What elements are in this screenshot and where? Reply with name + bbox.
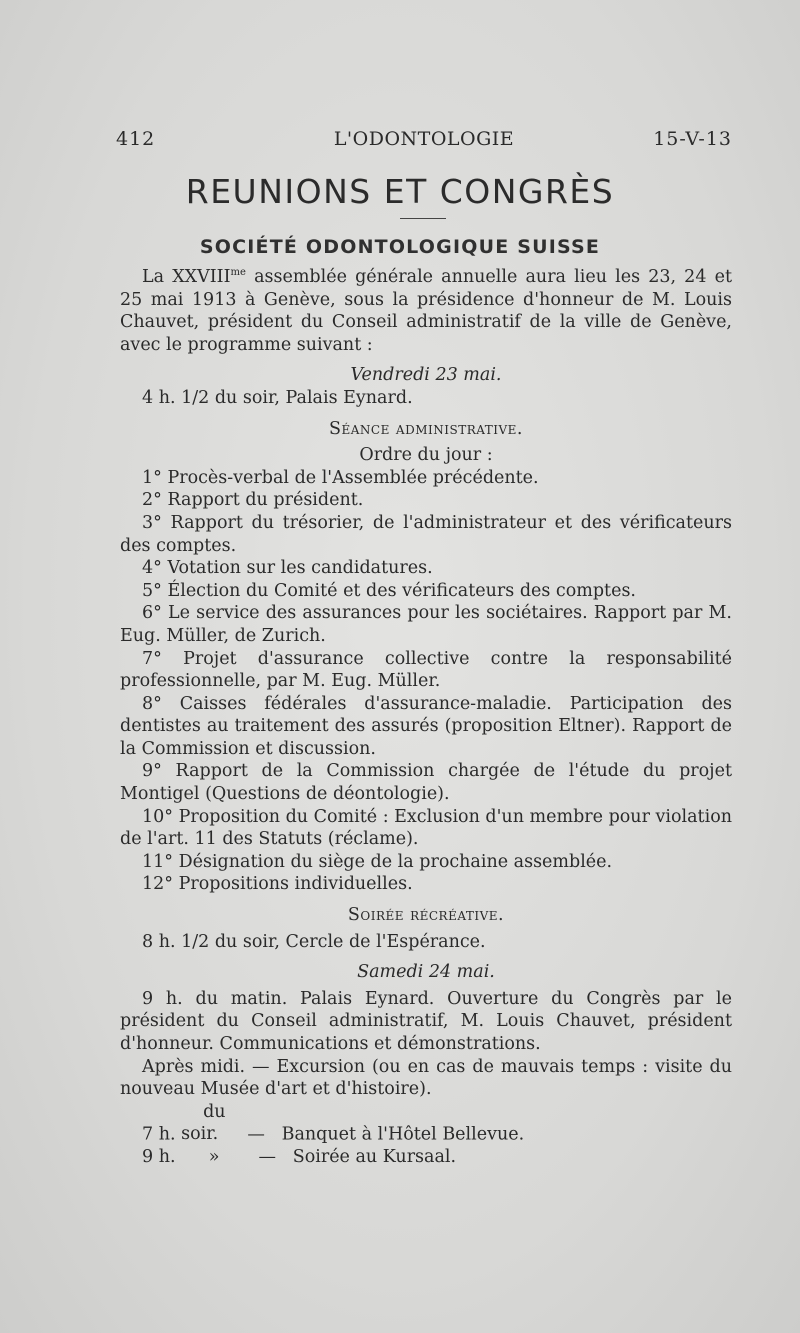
schedule-row [120,1146,732,1169]
society-title: SOCIÉTÉ ODONTOLOGIQUE SUISSE [199,236,601,258]
day1-time: 4 h. 1/2 du soir, Palais Eynard. [142,387,413,408]
title-rule [400,218,446,219]
agenda-item: 12° Propositions individuelles. [142,874,413,895]
page-number: 412 [116,128,156,150]
agenda-item: 4° Votation sur les candidatures. [142,558,433,579]
agenda-item: 7° Projet d'assurance collective contre la responsabilité professionnelle, par M. Eug. Müller. [120,648,732,692]
day1-heading: Vendredi 23 mai. [350,365,502,386]
schedule-event: Banquet à l'Hôtel Bellevue. [281,1124,525,1145]
schedule-dash: — [258,1146,276,1167]
agenda-item: 9° Rapport de la Commission chargée de l'étude du projet Montigel (Questions de déontologie). [120,761,732,805]
session-title: Séance administrative. [329,418,523,439]
agenda-item: 5° Élection du Comité et des vérificateurs des comptes. [142,580,636,601]
intro-superscript: me [230,267,246,279]
day2-paragraph: Après midi. — Excursion (ou en cas de mauvais temps : visite du nouveau Musée d'art et d'histoire). [120,1056,732,1100]
agenda-item: 10° Proposition du Comité : Exclusion d'un membre pour violation de l'art. 11 des Statuts (réclame). [120,806,732,850]
intro-part1: La XXVIII [142,267,231,287]
agenda-item: 6° Le service des assurances pour les sociétaires. Rapport par M. Eug. Müller, de Zurich. [120,603,732,646]
article-body [120,266,732,1169]
agenda-title: Ordre du jour : [359,445,493,466]
day2-paragraph: 9 h. du matin. Palais Eynard. Ouverture du Congrès par le président du Conseil administratif, M. Louis Chauvet, président d'honneur. Communications et démonstrations. [120,988,732,1054]
agenda-item: 2° Rapport du président. [142,490,364,511]
evening-time: 8 h. 1/2 du soir, Cercle de l'Espérance. [142,931,486,952]
section-title: REUNIONS ET CONGRÈS [185,172,615,211]
agenda-item: 8° Caisses fédérales d'assurance-maladie. Participation des dentistes au traitement des assurés (proposition Eltner). Rapport de la Commission et discussion. [120,693,732,759]
journal-title: L'ODONTOLOGIE [333,128,515,150]
schedule-when: du soir. [181,1101,226,1145]
evening-title: Soirée récréative. [347,905,505,926]
agenda-item: 3° Rapport du trésorier, de l'administrateur et des vérificateurs des comptes. [120,512,732,556]
schedule-time: 9 h. [142,1146,176,1167]
agenda-item: 11° Désignation du siège de la prochaine assemblée. [142,851,613,872]
schedule-when: » [208,1146,220,1167]
intro-part2: assemblée générale annuelle aura lieu les 23, 24 et 25 mai 1913 à Genève, sous la présidence d'honneur de M. Louis Chauvet, président du Conseil administratif de la ville de Genève, avec le programme suivant : [120,267,732,355]
schedule-dash: — [247,1124,265,1145]
agenda-item: 1° Procès-verbal de l'Assemblée précédente. [142,467,539,488]
schedule-row [120,1101,732,1146]
running-header [116,128,732,154]
day2-heading: Samedi 24 mai. [357,962,495,983]
schedule-time: 7 h. [142,1124,176,1145]
intro-paragraph [120,266,732,356]
schedule-event: Soirée au Kursaal. [292,1146,457,1167]
issue-date: 15-V-13 [653,128,732,150]
